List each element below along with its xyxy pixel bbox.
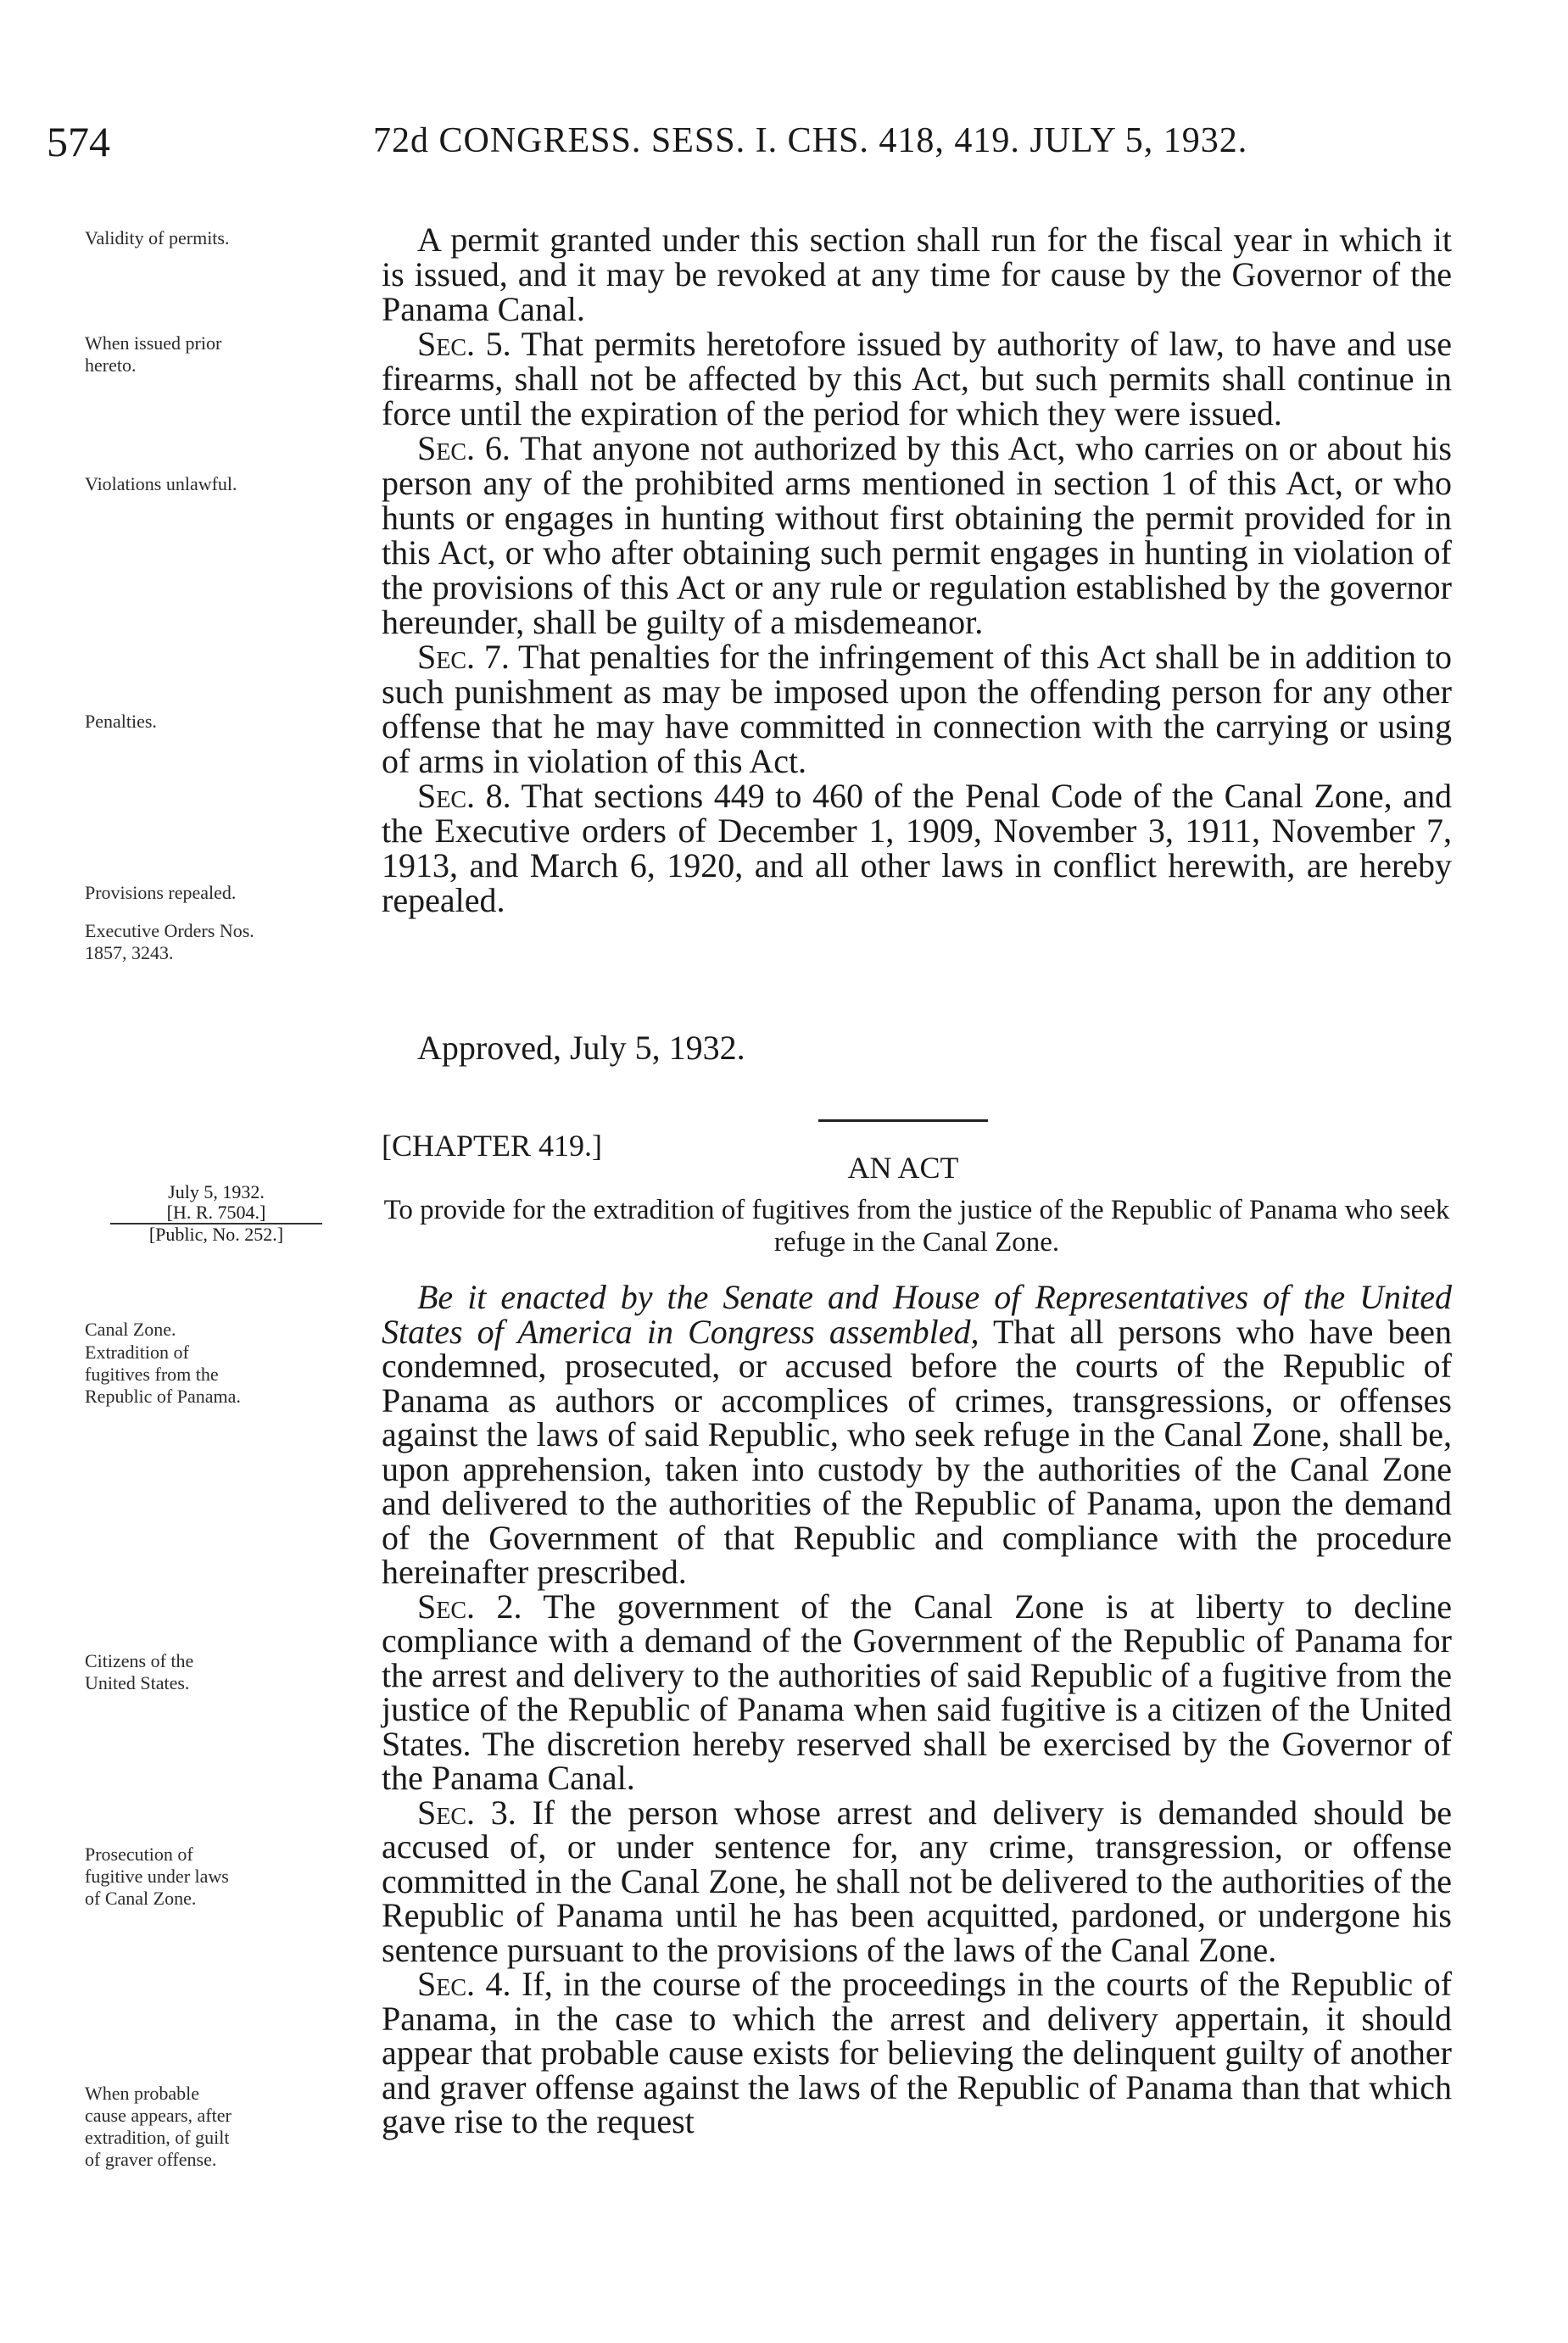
sec-5-label: Sec. 5. bbox=[417, 325, 511, 363]
margin-note-citizens: Citizens of the United States. bbox=[85, 1650, 194, 1693]
ch419-sec-2-text: The government of the Canal Zone is at liberty to decline compliance with a demand of the Government of the Republic of Panama for the arrest and delivery to the authorities of said Republic of a fugitive from the justice of the Republic of Panama when said fugitive is a citizen of the United States. The discretion hereby reserved shall be exercised by the Governor of the Panama Canal. bbox=[382, 1587, 1453, 1797]
sec-6-text: That anyone not authorized by this Act, who carries on or about his person any of the prohibited arms mentioned in section 1 of this Act, or who hunts or engages in hunting without first obtaining the permit provided for in this Act, or who after obtaining such permit engages in hunting in violation of the provisions of this Act or any rule or regulation established by the governor hereunder, shall be guilty of a misdemeanor. bbox=[382, 429, 1452, 641]
page-header bbox=[47, 117, 1488, 168]
sec-7-label: Sec. 7. bbox=[417, 638, 510, 676]
paragraph-sec-1 bbox=[382, 1280, 1452, 1590]
act-date: July 5, 1932. bbox=[168, 1181, 265, 1202]
heading-rule bbox=[818, 1119, 988, 1122]
running-head: 72d CONGRESS. SESS. I. CHS. 418, 419. JULY 5, 1932. bbox=[373, 121, 1248, 160]
ch419-sec-3-label: Sec. 3. bbox=[417, 1793, 516, 1832]
approved-line: Approved, July 5, 1932. bbox=[417, 1029, 745, 1067]
margin-note-penalties: Penalties. bbox=[85, 711, 157, 732]
sec-5-text: That permits heretofore issued by authority of law, to have and use firearms, shall not be affected by this Act, but such permits shall continue in force until the expiration of the period for which they were issued. bbox=[382, 325, 1453, 432]
paragraph-ch419-sec-2 bbox=[382, 1587, 1453, 1797]
chapter-419-heading: [CHAPTER 419.] bbox=[382, 1129, 602, 1163]
sec-7-text: That penalties for the infringement of this Act shall be in addition to such punishment as may be imposed upon the offending person for any other offense that he may have committed in connection with the carrying or using of arms in violation of this Act. bbox=[382, 638, 1452, 780]
margin-note-validity: Validity of permits. bbox=[85, 227, 230, 248]
margin-note-violations: Violations unlawful. bbox=[85, 473, 237, 494]
enacting-clause: Be it enacted by the Senate and House of Representatives of the United States of America in Congress assembled, bbox=[382, 1278, 1452, 1351]
hr-number: [H. R. 7504.] bbox=[110, 1202, 322, 1224]
ch419-sec-4-label: Sec. 4. bbox=[417, 1965, 511, 2003]
margin-note-extradition: Extradition of fugitives from the Republic of Panama. bbox=[85, 1342, 241, 1407]
margin-note-probable-cause: When probable cause appears, after extradition, of guilt of graver offense. bbox=[85, 2083, 232, 2170]
public-law-number: [Public, No. 252.] bbox=[148, 1224, 284, 1245]
sec-6-label: Sec. 6. bbox=[417, 429, 511, 467]
docket-block bbox=[85, 1182, 348, 1245]
margin-note-when-issued: When issued prior hereto. bbox=[85, 332, 222, 376]
paragraph-sec-8 bbox=[382, 778, 1452, 918]
ch419-sec-3-text: If the person whose arrest and delivery is demanded should be accused of, or under sentence for, any crime, transgression, or offense committed in the Canal Zone, he shall not be delivered to the authorities of the Republic of Panama until he has been acquitted, pardoned, or undergone his sentence pursuant to the provisions of the laws of the Canal Zone. bbox=[382, 1793, 1453, 1969]
sec-8-label: Sec. 8. bbox=[417, 777, 511, 815]
paragraph-sec-7 bbox=[382, 639, 1452, 778]
an-act-title: AN ACT bbox=[847, 1151, 959, 1185]
act-description: To provide for the extradition of fugitives from the justice of the Republic of Panama who seek refuge in the Canal Zone. bbox=[383, 1195, 1450, 1258]
sec-8-text: That sections 449 to 460 of the Penal Code of the Canal Zone, and the Executive orders of December 1, 1909, November 3, 1911, November 7, 1913, and March 6, 1920, and all other laws in conflict herewith, are hereby repealed. bbox=[382, 777, 1452, 919]
sec-1-text: That all persons who have been condemned, prosecuted, or accused before the courts of the Republic of Panama as authors or accomplices of crimes, transgressions, or offenses against the laws of said Republic, who seek refuge in the Canal Zone, shall be, upon apprehension, taken into custody by the authorities of the Canal Zone and delivered to the authorities of the Republic of Panama, upon the demand of the Government of that Republic and compliance with the procedure hereinafter prescribed. bbox=[382, 1312, 1452, 1591]
paragraph-ch419-sec-3 bbox=[382, 1793, 1453, 1969]
paragraph-sec-5 bbox=[382, 326, 1452, 431]
margin-note-executive-orders: Executive Orders Nos. 1857, 3243. bbox=[85, 920, 254, 963]
ch419-sec-2-label: Sec. 2. bbox=[417, 1587, 522, 1626]
ch419-sec-4-text: If, in the course of the proceedings in the courts of the Republic of Panama, in the case to which the arrest and delivery appertain, it should appear that probable cause exists for believing the delinquent guilty of another and graver offense against the laws of the Republic of Panama than that which gave rise to the request bbox=[382, 1965, 1453, 2140]
ch418-body bbox=[382, 222, 1452, 918]
ch419-body bbox=[382, 1280, 1452, 2139]
margin-note-prosecution: Prosecution of fugitive under laws of Canal Zone. bbox=[85, 1844, 229, 1909]
paragraph-ch419-sec-4 bbox=[382, 1967, 1452, 2139]
paragraph-permit-validity: A permit granted under this section shall run for the fiscal year in which it is issued, and it may be revoked at any time for cause by the Governor of the Panama Canal. bbox=[382, 220, 1452, 328]
paragraph-sec-6 bbox=[382, 431, 1452, 639]
margin-note-canal-zone: Canal Zone. bbox=[85, 1319, 176, 1340]
page-number: 574 bbox=[47, 118, 110, 165]
margin-note-provisions: Provisions repealed. bbox=[85, 882, 237, 903]
